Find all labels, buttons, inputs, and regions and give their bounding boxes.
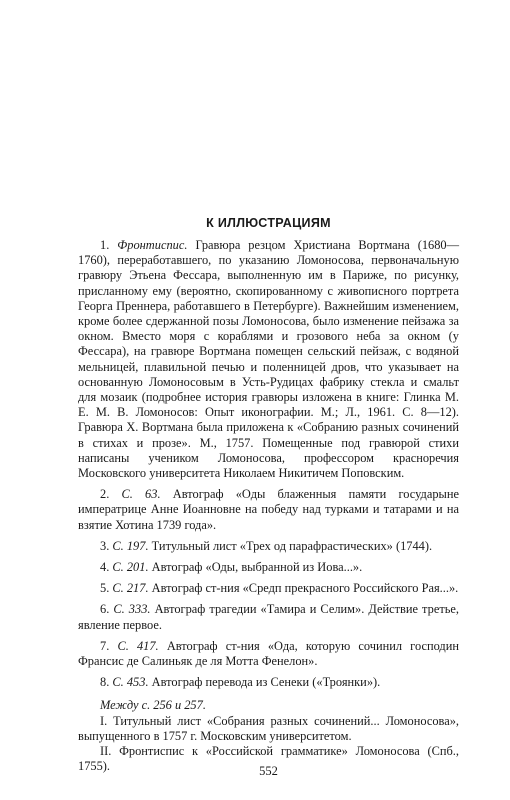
item-number: 1.	[100, 238, 110, 252]
item-number: 7.	[100, 638, 110, 653]
item-lead: С. 201.	[112, 560, 149, 575]
item-lead: Фронтиспис.	[117, 238, 188, 252]
item-lead: С. 417.	[117, 638, 159, 653]
item-number: 6.	[100, 602, 110, 617]
item-text: Автограф перевода из Сенеки («Троянки»).	[151, 675, 381, 690]
document-page	[78, 0, 459, 800]
item-lead: С. 63.	[121, 487, 161, 502]
list-item	[78, 487, 459, 533]
item-lead: С. 217.	[112, 581, 149, 596]
list-item	[78, 238, 459, 481]
list-item	[78, 560, 459, 575]
list-item	[78, 639, 459, 669]
list-item	[78, 581, 459, 596]
list-item	[78, 539, 459, 554]
item-number: 8.	[100, 675, 110, 690]
item-number: 3.	[100, 538, 110, 553]
item-number: 2.	[100, 487, 110, 502]
item-lead: С. 453.	[112, 675, 149, 690]
item-lead: С. 333.	[113, 602, 151, 617]
item-text: Автограф «Оды блаженныя памяти государыне императрице Анне Иоанновне на победу над турками и татарами и на взятие Хотина 1739 года».	[78, 487, 459, 532]
section-title: К ИЛЛЮСТРАЦИЯМ	[206, 216, 331, 230]
page-number: 552	[259, 764, 278, 778]
item-text: Автограф ст-ния «Ода, которую сочинил господин Франсис де Салиньяк де ля Мотта Фенелон».	[78, 638, 459, 669]
item-text: Автограф «Оды, выбранной из Иова...».	[151, 560, 363, 575]
item-number: 5.	[100, 581, 110, 596]
list-item	[78, 675, 459, 690]
item-text: Автограф трагедии «Тамира и Селим». Действие третье, явление первое.	[78, 602, 459, 632]
item-lead: С. 197.	[112, 538, 149, 553]
between-pages-heading: Между с. 256 и 257.	[100, 698, 206, 713]
illustrations-list	[78, 238, 459, 775]
item-number: 4.	[100, 560, 110, 575]
between-pages-item: II. Фронтиспис к «Российской грамматике» Ломоносова (Спб., 1755).	[78, 744, 459, 774]
item-text: Титульный лист «Трех од парафрастических» (1744).	[151, 538, 433, 553]
between-pages-item: I. Титульный лист «Собрания разных сочинений... Ломоносова», выпущенного в 1757 г. Московским университетом.	[78, 713, 459, 743]
list-item	[78, 602, 459, 632]
item-text: Гравюра резцом Христиана Вортмана (1680—1760), переработавшего, по указанию Ломоносова, первоначальную гравюру Этьена Фессара, выполненную им в Париже, по рисунку, присланному ему (вероятно, скопированному с живописного портрета Георга Преннера, работавшего в Петербурге). Важнейшим изменением, кроме более сдержанной позы Ломоносова, было изменение пейзажа за окном. Вместо моря с кораблями и грозового неба за окном (у Фессара), на гравюре Вортмана помещен сельский пейзаж, с водяной мельницей, плавильной печью и поленницей дров, что указывает на основанную Ломоносовым в Усть-Рудицах фабрику стекла и смальт для мозаик (подробнее история гравюры изложена в книге: Глинка М. Е. М. В. Ломоносов: Опыт иконографии. М.; Л., 1961. С. 8—12). Гравюра Х. Вортмана была приложена к «Собранию разных сочинений в стихах и прозе». М., 1757. Помещенные под гравюрой стихи написаны учеником Ломоносова, профессором красноречия Московского университета Николаем Никитичем Поповским.	[78, 238, 459, 481]
item-text: Автограф ст-ния «Средп прекрасного Российского Рая...».	[151, 581, 459, 596]
